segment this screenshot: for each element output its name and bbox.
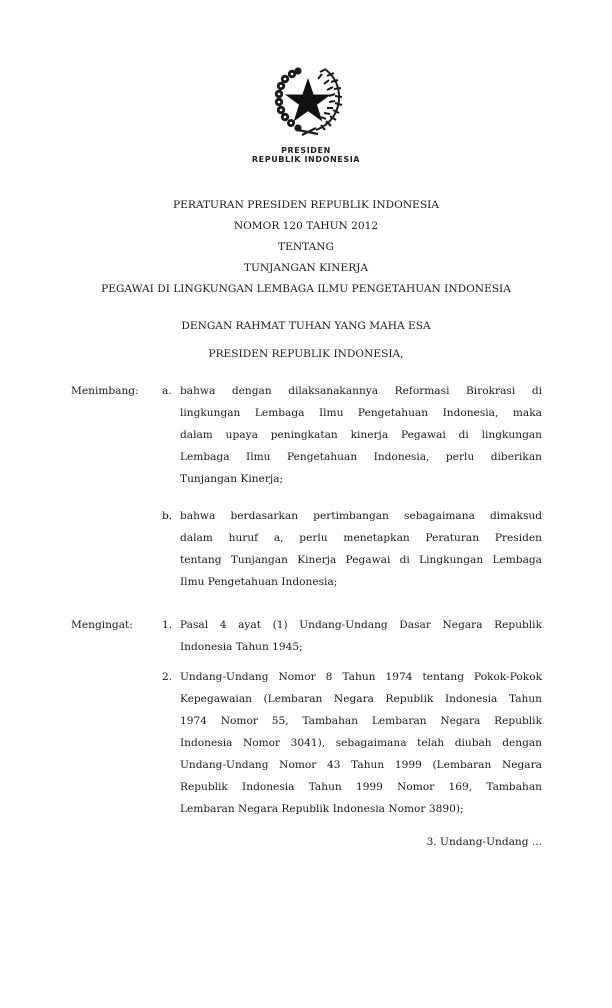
regulation-subject: TUNJANGAN KINERJA [243,262,369,274]
mengingat-item-2 [162,666,542,820]
text-line: dalam upaya peningkatan kinerja Pegawai di lingkungan [180,429,542,441]
menimbang-item-a [162,380,542,490]
text-line: dalam huruf a, perlu menetapkan Peraturan Presiden [180,532,542,544]
text-line: Republik Indonesia Tahun 1999 Nomor 169, Tambahan [180,781,542,793]
item-text [180,380,542,490]
text-line: bahwa dengan dilaksanakannya Reformasi Birokrasi di [180,385,542,397]
item-marker: a. [162,385,172,397]
preamble-presiden: PRESIDEN REPUBLIK INDONESIA, [208,348,404,360]
mengingat-label: Mengingat: [71,619,133,631]
regulation-subject-scope: PEGAWAI DI LINGKUNGAN LEMBAGA ILMU PENGETAHUAN INDONESIA [101,283,511,295]
text-line: Undang-Undang Nomor 43 Tahun 1999 (Lembaran Negara [180,759,542,771]
item-marker: 2. [162,671,173,683]
page-continuation: 3. Undang-Undang ... [426,836,542,848]
text-line: tentang Tunjangan Kinerja Pegawai di Lingkungan Lembaga [180,554,542,566]
text-line: Indonesia Tahun 1945; [180,641,303,653]
text-line: Undang-Undang Nomor 8 Tahun 1974 tentang Pokok-Pokok [180,671,542,683]
mengingat-item-1 [162,614,542,658]
item-marker: b. [162,510,173,522]
text-line: Tunjangan Kinerja; [180,473,284,485]
regulation-tentang: TENTANG [278,241,334,253]
text-line: Kepegawaian (Lembaran Negara Republik Indonesia Tahun [180,693,542,705]
text-line: Lembaga Ilmu Pengetahuan Indonesia, perlu diberikan [180,451,542,463]
item-text [180,614,542,658]
text-line: bahwa berdasarkan pertimbangan sebagaimana dimaksud [180,510,542,522]
text-line: 1974 Nomor 55, Tambahan Lembaran Negara Republik [180,715,542,727]
text-line: Indonesia Nomor 3041), sebagaimana telah diubah dengan [180,737,542,749]
item-text [180,666,542,820]
item-text [180,505,542,593]
regulation-number: NOMOR 120 TAHUN 2012 [233,220,379,232]
emblem-caption-republik: REPUBLIK INDONESIA [251,155,361,164]
text-line: Lembaran Negara Republik Indonesia Nomor 3890); [180,803,464,815]
item-marker: 1. [162,619,173,631]
regulation-title: PERATURAN PRESIDEN REPUBLIK INDONESIA [173,199,439,211]
emblem-caption-presiden: PRESIDEN [281,146,331,155]
preamble-rahmat: DENGAN RAHMAT TUHAN YANG MAHA ESA [181,320,431,332]
text-line: Pasal 4 ayat (1) Undang-Undang Dasar Negara Republik [180,619,542,631]
garuda-star-emblem-icon [272,64,344,138]
menimbang-label: Menimbang: [71,385,139,397]
text-line: Ilmu Pengetahuan Indonesia; [180,576,338,588]
menimbang-item-b [162,505,542,593]
text-line: lingkungan Lembaga Ilmu Pengetahuan Indonesia, maka [180,407,542,419]
